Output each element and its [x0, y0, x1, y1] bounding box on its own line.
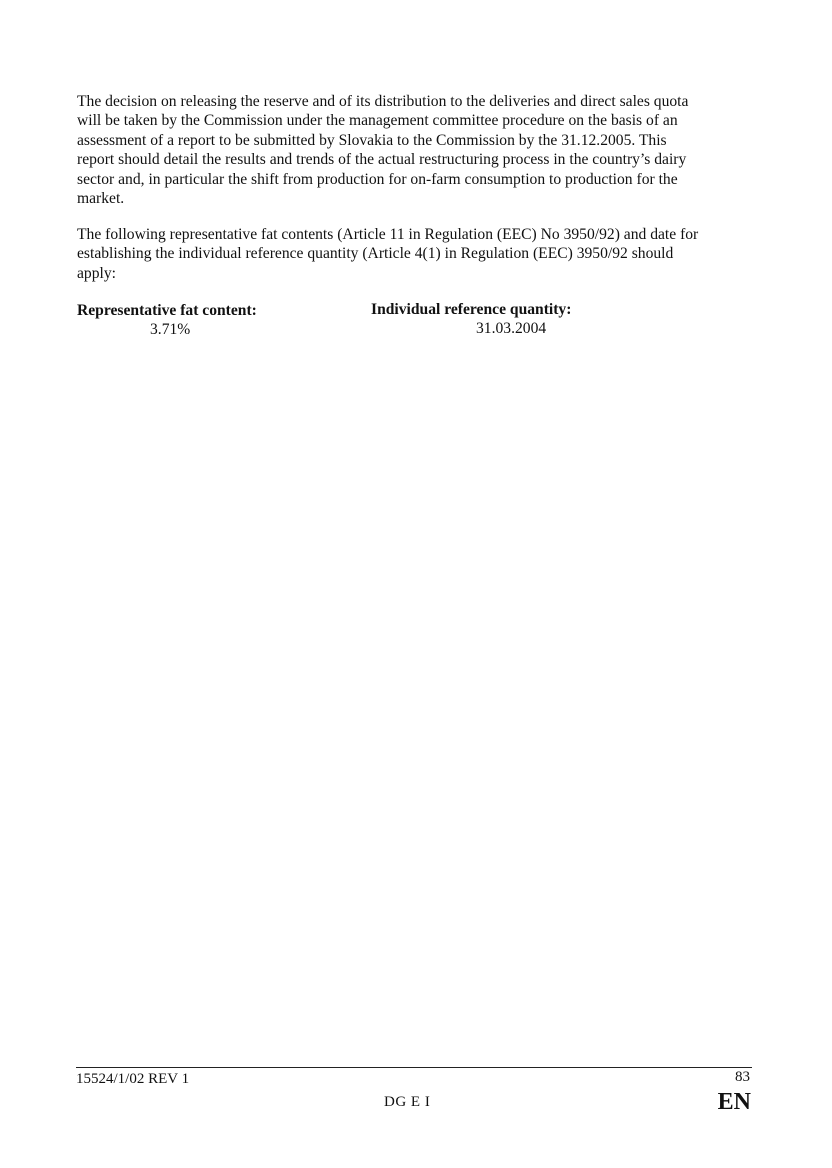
footer-page-number: 83	[735, 1069, 750, 1085]
paragraph-line: The following representative fat contents (Article 11 in Regulation (EEC) No 3950/92) and date for	[77, 226, 699, 243]
fat-content-value: 3.71%	[150, 321, 191, 338]
paragraph-reserve-decision	[77, 92, 757, 208]
footer-document-number: 15524/1/02 REV 1	[76, 1071, 190, 1087]
paragraph-line: report should detail the results and trends of the actual restructuring process in the country’s dairy	[77, 151, 687, 169]
reference-quantity-label: Individual reference quantity:	[371, 301, 572, 318]
footer-directorate: DG E I	[384, 1094, 431, 1110]
paragraph-fat-contents	[77, 225, 757, 283]
fat-content-label: Representative fat content:	[77, 302, 257, 319]
paragraph-line: sector and, in particular the shift from production for on-farm consumption to production for the	[77, 170, 678, 188]
reference-quantity-value: 31.03.2004	[476, 320, 547, 337]
paragraph-line: market.	[77, 190, 125, 208]
paragraph-line: will be taken by the Commission under the management committee procedure on the basis of an	[77, 112, 678, 130]
footer-language-code: EN	[717, 1089, 751, 1115]
paragraph-line: assessment of a report to be submitted by Slovakia to the Commission by the 31.12.2005. This	[77, 131, 667, 149]
footer-divider	[76, 1067, 752, 1068]
paragraph-line: The decision on releasing the reserve and of its distribution to the deliveries and direct sales quota	[77, 93, 689, 110]
paragraph-line: apply:	[77, 264, 116, 282]
paragraph-line: establishing the individual reference quantity (Article 4(1) in Regulation (EEC) 3950/92 should	[77, 245, 674, 263]
